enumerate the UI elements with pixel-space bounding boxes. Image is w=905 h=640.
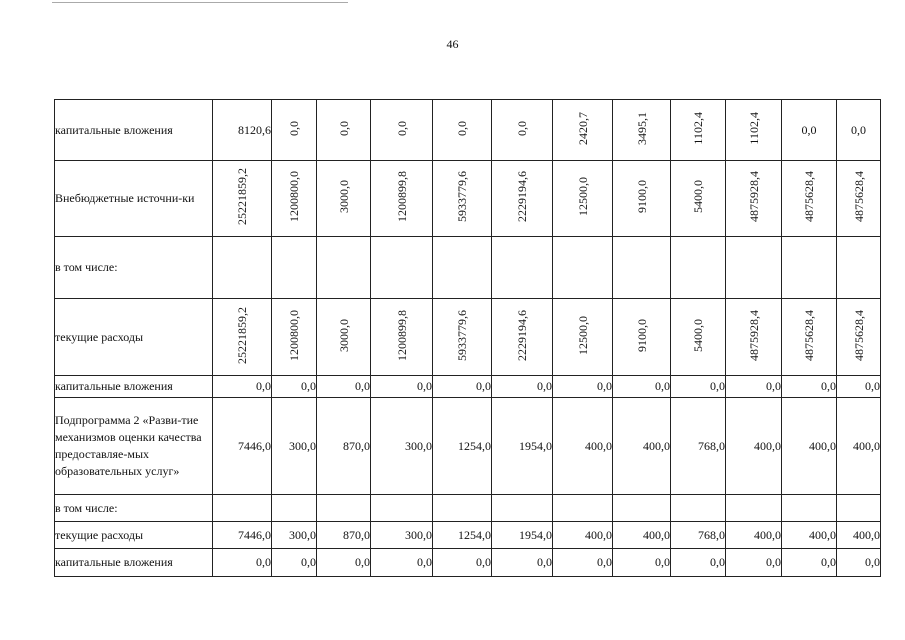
table-cell: 0,0 bbox=[492, 549, 553, 577]
table-cell: 1200800,0 bbox=[287, 171, 301, 222]
table-cell: 1102,4 bbox=[746, 111, 761, 145]
table-row bbox=[55, 549, 881, 577]
table-cell: 0,0 bbox=[455, 120, 469, 136]
table-cell: 300,0 bbox=[272, 398, 317, 495]
table-row bbox=[55, 376, 881, 398]
table-cell: 0,0 bbox=[272, 376, 317, 398]
table-cell: 768,0 bbox=[671, 398, 726, 495]
table-cell: 0,0 bbox=[671, 549, 726, 577]
row-label: капитальные вложения bbox=[55, 376, 213, 398]
table-cell: 5400,0 bbox=[691, 318, 705, 352]
table-cell: 25221859,2 bbox=[235, 168, 249, 225]
table-cell: 400,0 bbox=[782, 398, 837, 495]
table-cell: 5400,0 bbox=[691, 180, 705, 213]
table-cell: 0,0 bbox=[553, 549, 613, 577]
table-cell: 400,0 bbox=[613, 398, 671, 495]
table-cell: 0,0 bbox=[671, 376, 726, 398]
table-cell: 400,0 bbox=[613, 522, 671, 549]
table-cell: 0,0 bbox=[213, 376, 272, 398]
table-cell: 0,0 bbox=[287, 120, 301, 136]
table-cell: 1200899,8 bbox=[394, 309, 409, 361]
table-cell: 12500,0 bbox=[575, 177, 590, 216]
table-cell: 400,0 bbox=[726, 522, 782, 549]
table-cell: 0,0 bbox=[317, 549, 371, 577]
table-cell: 4875928,4 bbox=[746, 171, 761, 222]
table-cell: 7446,0 bbox=[213, 522, 272, 549]
table-cell: 3000,0 bbox=[336, 318, 351, 352]
table-cell: 0,0 bbox=[613, 376, 671, 398]
table-cell: 1254,0 bbox=[433, 522, 492, 549]
table-cell: 400,0 bbox=[782, 522, 837, 549]
table-cell: 0,0 bbox=[837, 376, 881, 398]
table-cell: 0,0 bbox=[726, 549, 782, 577]
table-cell: 8120,6 bbox=[213, 100, 272, 161]
table-cell: 0,0 bbox=[515, 120, 529, 136]
table-cell: 9100,0 bbox=[634, 180, 649, 213]
table-cell: 4875628,4 bbox=[802, 309, 816, 361]
table-cell: 0,0 bbox=[371, 549, 433, 577]
table-cell: 0,0 bbox=[613, 549, 671, 577]
budget-table bbox=[54, 99, 881, 577]
row-label: капитальные вложения bbox=[55, 100, 213, 161]
table-cell: 0,0 bbox=[336, 120, 351, 136]
table-cell: 4875628,4 bbox=[851, 309, 866, 361]
table-row bbox=[55, 522, 881, 549]
table-cell: 0,0 bbox=[272, 549, 317, 577]
table-cell: 1200800,0 bbox=[287, 309, 301, 361]
table-cell: 0,0 bbox=[213, 549, 272, 577]
table-row bbox=[55, 495, 881, 522]
table-cell: 4875628,4 bbox=[851, 171, 866, 222]
table-cell: 4875928,4 bbox=[746, 309, 761, 361]
table-row bbox=[55, 237, 881, 299]
table-cell: 7446,0 bbox=[213, 398, 272, 495]
table-cell: 25221859,2 bbox=[235, 306, 249, 364]
row-label: Внебюджетные источни-ки bbox=[55, 161, 213, 237]
table-cell: 0,0 bbox=[837, 549, 881, 577]
table-cell: 5933779,6 bbox=[455, 309, 469, 361]
table-cell: 1954,0 bbox=[492, 398, 553, 495]
table-cell: 0,0 bbox=[492, 376, 553, 398]
table-row bbox=[55, 398, 881, 495]
table-cell: 400,0 bbox=[837, 522, 881, 549]
table-cell: 0,0 bbox=[317, 376, 371, 398]
table-row bbox=[55, 100, 881, 161]
table-cell: 300,0 bbox=[371, 398, 433, 495]
table-cell: 1254,0 bbox=[433, 398, 492, 495]
table-cell: 3495,1 bbox=[634, 111, 649, 145]
table-cell: 400,0 bbox=[553, 522, 613, 549]
table-cell: 0,0 bbox=[782, 549, 837, 577]
row-label: в том числе: bbox=[55, 495, 213, 522]
table-cell: 0,0 bbox=[371, 376, 433, 398]
table-cell: 0,0 bbox=[782, 376, 837, 398]
table-cell: 5933779,6 bbox=[455, 171, 469, 222]
table-cell: 0,0 bbox=[433, 376, 492, 398]
table-cell: 0,0 bbox=[726, 376, 782, 398]
row-label: текущие расходы bbox=[55, 522, 213, 549]
table-cell: 3000,0 bbox=[336, 180, 351, 213]
table-cell: 0,0 bbox=[837, 100, 881, 161]
table-cell: 400,0 bbox=[553, 398, 613, 495]
row-label: капитальные вложения bbox=[55, 549, 213, 577]
table-cell: 768,0 bbox=[671, 522, 726, 549]
table-cell: 0,0 bbox=[782, 100, 837, 161]
table-cell: 12500,0 bbox=[575, 315, 590, 355]
row-label: текущие расходы bbox=[55, 299, 213, 376]
table-row bbox=[55, 161, 881, 237]
table-cell: 400,0 bbox=[837, 398, 881, 495]
table-cell: 2420,7 bbox=[575, 111, 590, 145]
table-cell: 0,0 bbox=[553, 376, 613, 398]
table-cell: 2229194,6 bbox=[515, 171, 529, 222]
table-cell: 400,0 bbox=[726, 398, 782, 495]
top-rule bbox=[52, 2, 348, 3]
table-cell: 4875628,4 bbox=[802, 171, 816, 222]
table-row bbox=[55, 299, 881, 376]
table-cell: 0,0 bbox=[433, 549, 492, 577]
table-cell: 300,0 bbox=[371, 522, 433, 549]
row-label: в том числе: bbox=[55, 237, 213, 299]
table-cell: 1954,0 bbox=[492, 522, 553, 549]
table-cell: 1102,4 bbox=[691, 111, 705, 145]
table-cell: 870,0 bbox=[317, 398, 371, 495]
row-label: Подпрограмма 2 «Разви-тие механизмов оценки качества предоставляе-мых образовательных услуг» bbox=[55, 398, 213, 495]
table-cell: 0,0 bbox=[394, 120, 409, 136]
table-cell: 300,0 bbox=[272, 522, 317, 549]
table-cell: 2229194,6 bbox=[515, 309, 529, 361]
table-cell: 870,0 bbox=[317, 522, 371, 549]
table-cell: 1200899,8 bbox=[394, 171, 409, 222]
table-cell: 9100,0 bbox=[634, 318, 649, 352]
page-number: 46 bbox=[446, 37, 459, 51]
